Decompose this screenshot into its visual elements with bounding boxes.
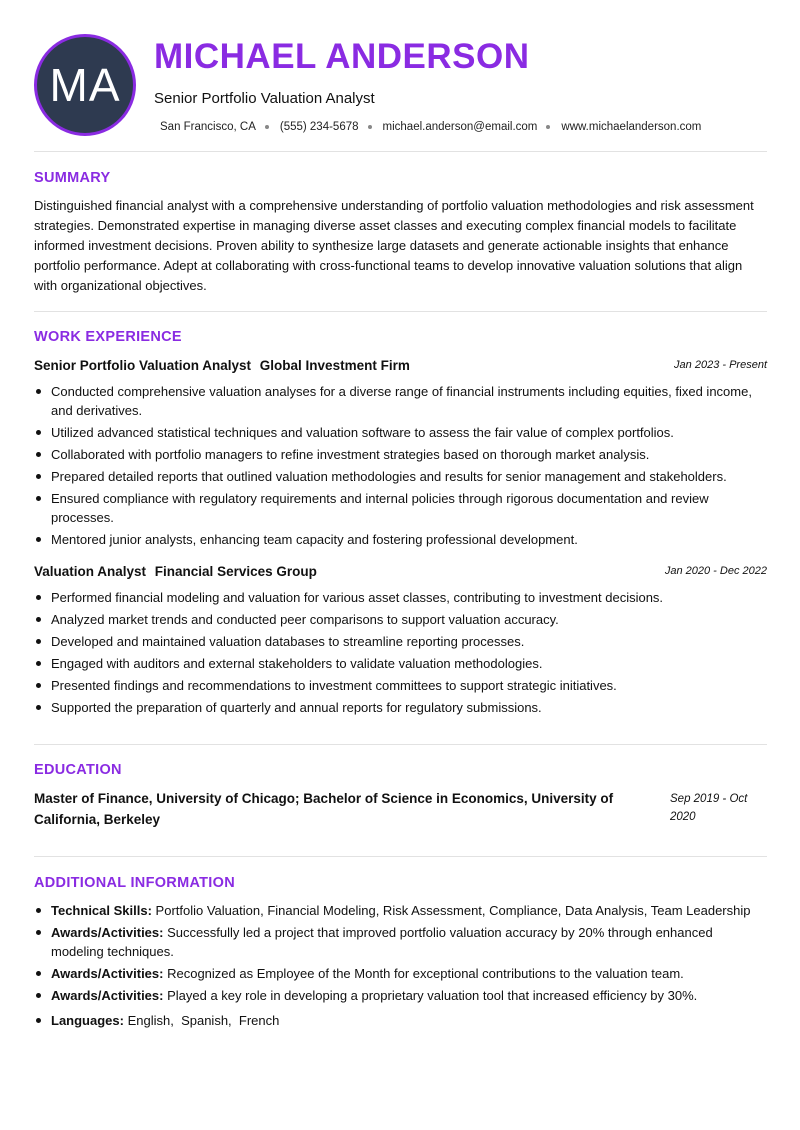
list-item: Collaborated with portfolio managers to refine investment strategies based on thorough market analysis. [34, 445, 767, 464]
contact-location: San Francisco, CA [160, 121, 256, 133]
section-divider [34, 744, 767, 745]
list-item: Performed financial modeling and valuation for various asset classes, contributing to investment decisions. [34, 588, 767, 607]
section-divider [34, 311, 767, 312]
job-title: Senior Portfolio Valuation Analyst [34, 358, 252, 373]
list-item [34, 964, 767, 983]
contact-website[interactable]: www.michaelanderson.com [561, 121, 702, 133]
education-dates: Sep 2019 - Oct 2020 [670, 793, 748, 823]
list-item [34, 1011, 767, 1030]
candidate-name: MICHAEL ANDERSON [154, 37, 530, 76]
list-item: Developed and maintained valuation databases to streamline reporting processes. [34, 632, 767, 651]
list-item: Utilized advanced statistical techniques and valuation software to assess the fair value of complex portfolios. [34, 423, 767, 442]
item-label: Technical Skills: [51, 903, 152, 918]
list-item: Conducted comprehensive valuation analyses for a diverse range of financial instruments including equities, fixed income, and derivatives. [34, 382, 767, 420]
separator-dot-icon [265, 125, 269, 129]
list-item: Engaged with auditors and external stakeholders to validate valuation methodologies. [34, 654, 767, 673]
list-item [34, 986, 767, 1005]
separator-dot-icon [546, 125, 550, 129]
summary-text: Distinguished financial analyst with a comprehensive understanding of portfolio valuation methodologies and risk assessment strategies. Demonstrated expertise in managing diverse asset classes and executing complex financial models to facilitate informed investment decisions. Proven ability to synthesize large datasets and generate actionable insights that enhance portfolio performance. Adept at collaborating with cross-functional teams to develop innovative valuation solutions that align with organizational objectives. [34, 198, 754, 293]
list-item [34, 923, 767, 961]
item-text: English, Spanish, French [127, 1013, 280, 1028]
item-label: Awards/Activities: [51, 966, 164, 981]
job-header [34, 358, 767, 373]
work-experience-heading: WORK EXPERIENCE [34, 329, 182, 345]
section-divider [34, 151, 767, 152]
list-item: Mentored junior analysts, enhancing team capacity and fostering professional development. [34, 530, 767, 549]
contact-email[interactable]: michael.anderson@email.com [382, 121, 538, 133]
list-item: Presented findings and recommendations to investment committees to support strategic initiatives. [34, 676, 767, 695]
list-item: Ensured compliance with regulatory requirements and internal policies through rigorous documentation and review processes. [34, 489, 767, 527]
item-text: Played a key role in developing a proprietary valuation tool that increased efficiency by 30%. [167, 988, 698, 1003]
resume-header [34, 34, 767, 152]
job-header [34, 564, 767, 579]
list-item: Prepared detailed reports that outlined valuation methodologies and results for senior management and stakeholders. [34, 467, 767, 486]
job-bullet-list [34, 382, 767, 552]
job-bullet-list [34, 588, 767, 720]
list-item [34, 901, 767, 920]
separator-dot-icon [368, 125, 372, 129]
education-heading: EDUCATION [34, 762, 122, 778]
list-item: Supported the preparation of quarterly and annual reports for regulatory submissions. [34, 698, 767, 717]
contact-phone[interactable]: (555) 234-5678 [279, 121, 359, 133]
additional-info-heading: ADDITIONAL INFORMATION [34, 875, 235, 891]
job-dates: Jan 2023 - Present [674, 359, 767, 371]
item-label: Languages: [51, 1013, 124, 1028]
candidate-title: Senior Portfolio Valuation Analyst [154, 90, 375, 107]
contact-info [160, 121, 701, 133]
education-entry [34, 788, 767, 830]
additional-info-list [34, 901, 767, 1033]
job-dates: Jan 2020 - Dec 2022 [664, 565, 767, 577]
item-text: Recognized as Employee of the Month for exceptional contributions to the valuation team. [167, 966, 684, 981]
list-item: Analyzed market trends and conducted peer comparisons to support valuation accuracy. [34, 610, 767, 629]
education-degree: Master of Finance, University of Chicago; Bachelor of Science in Economics, University of California, Berkeley [34, 791, 614, 827]
job-company: Financial Services Group [154, 564, 317, 579]
job-title: Valuation Analyst [34, 564, 147, 579]
item-text: Successfully led a project that improved portfolio valuation accuracy by 20% through enhanced modeling techniques. [51, 925, 713, 959]
item-label: Awards/Activities: [51, 988, 164, 1003]
job-company: Global Investment Firm [259, 358, 410, 373]
item-text: Portfolio Valuation, Financial Modeling, Risk Assessment, Compliance, Data Analysis, Team Leadership [155, 903, 751, 918]
summary-heading: SUMMARY [34, 170, 111, 186]
item-label: Awards/Activities: [51, 925, 164, 940]
avatar: MA [34, 34, 136, 136]
section-divider [34, 856, 767, 857]
